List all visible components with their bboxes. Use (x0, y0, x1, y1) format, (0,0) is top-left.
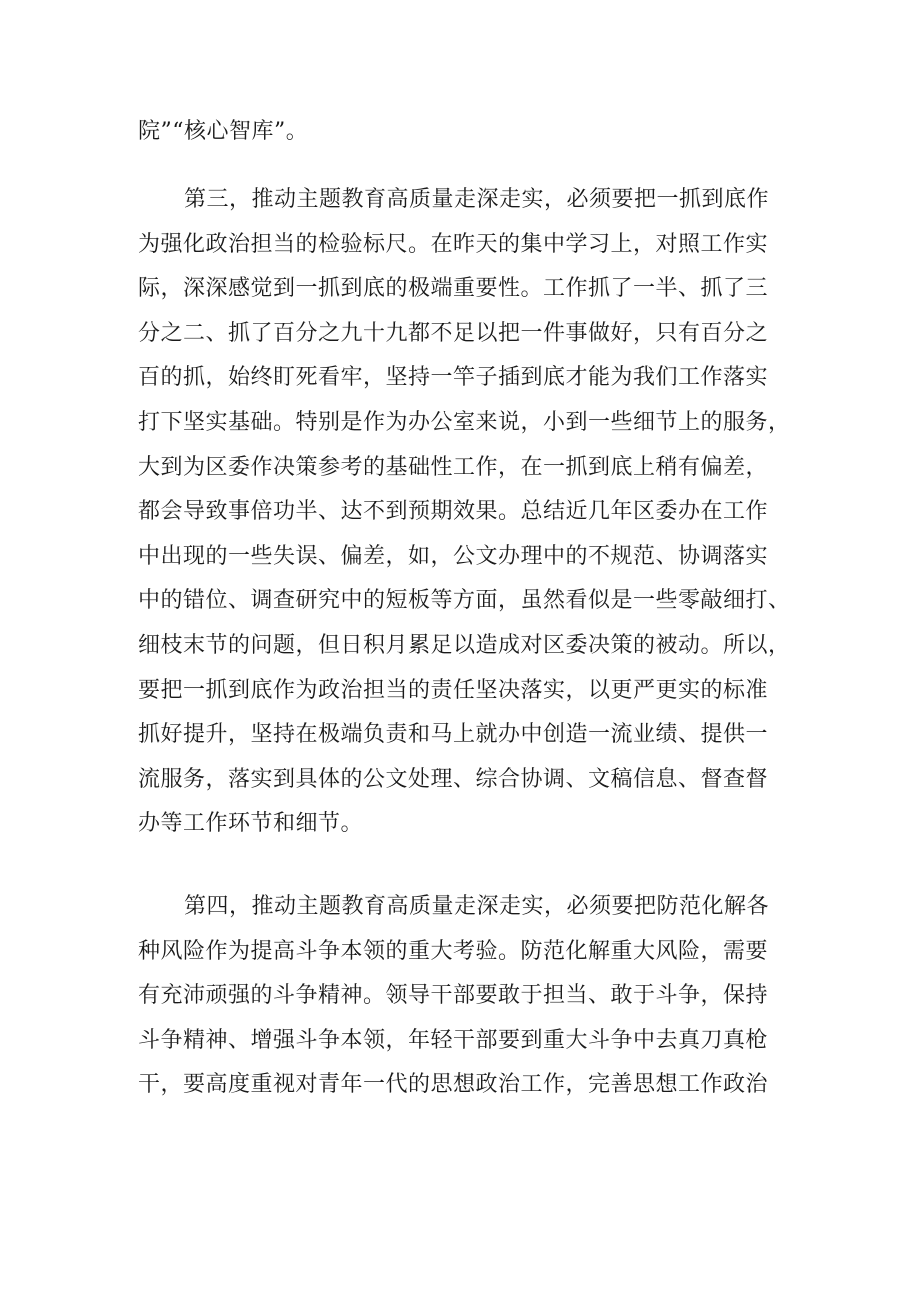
paragraph-fourth-point (138, 885, 798, 1108)
text-line: 斗争精神、增强斗争本领，年轻干部要到重大斗争中去真刀真枪 (138, 1027, 769, 1053)
text-line: 打下坚实基础。特别是作为办公室来说，小到一些细节上的服务， (138, 409, 791, 435)
text-line: 干，要高度重视对青年一代的思想政治工作，完善思想工作政治 (138, 1072, 769, 1098)
text-line: 种风险作为提高斗争本领的重大考验。防范化解重大风险，需要 (138, 938, 769, 964)
text-line: 为强化政治担当的检验标尺。在昨天的集中学习上，对照工作实 (138, 231, 769, 257)
text-line: 抓好提升，坚持在极端负责和马上就办中创造一流业绩、提供一 (138, 722, 769, 748)
text-line: 百的抓，始终盯死看牢，坚持一竿子插到底才能为我们工作落实 (138, 365, 769, 391)
text-line: 流服务，落实到具体的公文处理、综合协调、文稿信息、督查督 (138, 766, 769, 792)
text-line: 第四，推动主题教育高质量走深走实，必须要把防范化解各 (184, 894, 770, 919)
text-line: 有充沛顽强的斗争精神。领导干部要敢于担当、敢于斗争，保持 (138, 983, 769, 1009)
text-line: 都会导致事倍功半、达不到预期效果。总结近几年区委办在工作 (138, 499, 769, 525)
paragraph-third-point (138, 178, 798, 847)
text-line: 第三，推动主题教育高质量走深走实，必须要把一抓到底作 (184, 187, 770, 212)
text-line: 分之二、抓了百分之九十九都不足以把一件事做好，只有百分之 (138, 320, 769, 346)
paragraph-continuation (138, 110, 798, 155)
text-line: 要把一抓到底作为政治担当的责任坚决落实，以更严更实的标准 (138, 677, 769, 703)
text-line: 办等工作环节和细节。 (138, 811, 364, 837)
text-line: 中的错位、调查研究中的短板等方面，虽然看似是一些零敲细打、 (138, 588, 791, 614)
text-line: 大到为区委作决策参考的基础性工作，在一抓到底上稍有偏差， (138, 454, 769, 480)
text-line: 院”“核心智库”。 (138, 119, 309, 144)
text-line: 细枝末节的问题，但日积月累足以造成对区委决策的被动。所以， (138, 632, 791, 658)
text-line: 际，深深感觉到一抓到底的极端重要性。工作抓了一半、抓了三 (138, 276, 769, 302)
text-line: 中出现的一些失误、偏差，如，公文办理中的不规范、协调落实 (138, 543, 769, 569)
